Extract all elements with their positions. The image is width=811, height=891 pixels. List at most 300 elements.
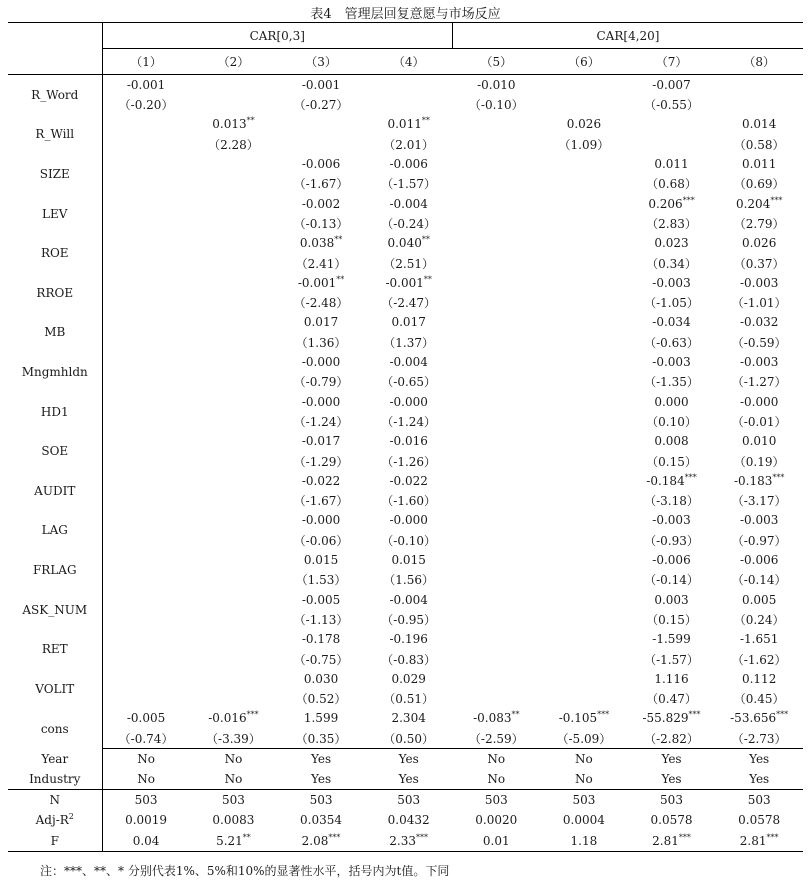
t-stat-cell: （-1.29） — [293, 454, 349, 469]
cell-value: 0.206 — [648, 196, 683, 211]
t-stat-cell — [102, 530, 190, 550]
coef-cell — [540, 709, 628, 729]
cell-value: 2.08 — [301, 833, 329, 848]
coef-row — [8, 313, 803, 333]
coef-cell — [540, 629, 628, 649]
stat-cell — [365, 810, 453, 831]
coef-cell — [452, 709, 540, 729]
t-stat-cell: （-0.75） — [293, 652, 349, 667]
t-stat-cell: （-2.48） — [293, 296, 349, 311]
coef-cell — [365, 629, 453, 649]
cell-value: -0.007 — [652, 77, 691, 92]
coef-cell — [365, 550, 453, 570]
stat-label — [8, 810, 102, 831]
t-stat-cell: （-2.59） — [452, 728, 540, 748]
cell-value: -0.022 — [301, 473, 341, 488]
coef-cell — [715, 550, 803, 570]
t-stat-cell: （1.56） — [383, 573, 435, 588]
t-stat-cell — [277, 134, 365, 154]
t-stat-row — [8, 134, 803, 154]
cell-value: 0.0019 — [125, 813, 168, 828]
coef-cell — [102, 590, 190, 610]
cell-value: 503 — [221, 792, 245, 807]
stat-cell — [715, 831, 803, 852]
coef-cell — [715, 313, 803, 333]
t-stat-cell — [102, 649, 190, 669]
coef-cell — [365, 471, 453, 491]
variable-label: FRLAG — [8, 550, 102, 590]
cell-value: -0.004 — [389, 355, 428, 370]
t-stat-cell — [540, 689, 628, 709]
stat-cell — [452, 810, 540, 831]
cell-value: -0.005 — [301, 592, 341, 607]
coef-cell — [540, 471, 628, 491]
coef-cell — [190, 273, 278, 293]
coef-cell — [452, 590, 540, 610]
coef-cell — [452, 352, 540, 372]
coef-cell — [628, 233, 716, 253]
cell-value: -0.004 — [389, 592, 428, 607]
cell-value: -0.003 — [652, 513, 691, 528]
coef-cell — [190, 590, 278, 610]
t-stat-cell: （-1.67） — [293, 177, 349, 192]
cell-value: 2.81 — [652, 833, 679, 848]
coef-cell — [102, 511, 190, 531]
stat-cell — [102, 810, 190, 831]
coef-cell — [102, 392, 190, 412]
coef-cell — [715, 709, 803, 729]
stat-cell — [452, 789, 540, 810]
significance-stars: ** — [421, 235, 430, 245]
coef-cell — [452, 273, 540, 293]
t-stat-cell — [452, 134, 540, 154]
cell-value: -0.003 — [652, 275, 691, 290]
control-cell: Yes — [365, 769, 453, 789]
cell-value: -0.105 — [558, 711, 598, 726]
variable-label: MB — [8, 313, 102, 353]
stat-cell — [277, 810, 365, 831]
t-stat-cell — [452, 689, 540, 709]
stat-cell — [628, 810, 716, 831]
coef-cell — [277, 590, 365, 610]
cell-value: -1.599 — [652, 632, 691, 647]
t-stat-cell: （-1.35） — [644, 375, 699, 390]
t-stat-cell — [540, 570, 628, 590]
control-cell: Yes — [749, 751, 770, 766]
stat-cell — [452, 831, 540, 852]
cell-value: -0.002 — [301, 196, 341, 211]
t-stat-cell: （-3.39） — [190, 728, 278, 748]
control-cell: No — [575, 751, 593, 766]
cell-value: -0.000 — [301, 513, 341, 528]
variable-label: VOLIT — [8, 669, 102, 709]
cell-value: -0.003 — [739, 513, 779, 528]
stat-cell — [715, 789, 803, 810]
cell-value: 503 — [660, 792, 683, 807]
cell-value: -55.829 — [642, 711, 689, 726]
coef-cell — [628, 273, 716, 293]
coef-row — [8, 590, 803, 610]
coef-cell — [628, 669, 716, 689]
significance-stars: ** — [336, 274, 345, 284]
cell-value: -0.006 — [739, 553, 779, 568]
t-stat-cell: （-1.05） — [644, 296, 699, 311]
t-stat-cell — [190, 214, 278, 234]
coef-cell — [540, 194, 628, 214]
coef-cell — [190, 471, 278, 491]
t-stat-cell — [190, 95, 278, 115]
cell-value: 0.014 — [741, 117, 777, 132]
stat-row — [8, 810, 803, 831]
cell-value: 503 — [484, 792, 508, 807]
coef-cell — [628, 629, 716, 649]
header-group-car-4-20: CAR[4,20] — [452, 23, 803, 49]
cell-value: -0.004 — [389, 196, 428, 211]
significance-stars: *** — [684, 472, 697, 482]
coef-cell — [540, 431, 628, 451]
t-stat-cell — [452, 293, 540, 313]
t-stat-row — [8, 372, 803, 392]
coef-cell — [102, 709, 190, 729]
t-stat-cell: （0.68） — [646, 177, 697, 192]
t-stat-cell: （1.09） — [558, 137, 610, 152]
cell-value: 1.599 — [303, 711, 339, 726]
t-stat-cell: （2.83） — [646, 216, 697, 231]
t-stat-cell — [540, 174, 628, 194]
cell-value: 0.204 — [735, 196, 771, 211]
coef-cell — [190, 75, 278, 95]
significance-stars: *** — [416, 832, 429, 842]
stat-cell — [628, 789, 716, 810]
control-cell: No — [190, 769, 278, 789]
coef-cell — [277, 471, 365, 491]
t-stat-row — [8, 570, 803, 590]
coef-cell — [102, 550, 190, 570]
column-header: （3） — [277, 49, 365, 75]
t-stat-cell — [190, 332, 278, 352]
t-stat-cell — [452, 174, 540, 194]
stat-cell — [190, 810, 278, 831]
t-stat-cell: （-1.24） — [293, 414, 349, 429]
t-stat-row — [8, 412, 803, 432]
significance-stars: *** — [776, 710, 789, 720]
t-stat-cell — [540, 412, 628, 432]
t-stat-cell — [452, 214, 540, 234]
coef-cell — [452, 115, 540, 135]
coef-cell — [190, 194, 278, 214]
coef-cell — [628, 75, 716, 95]
t-stat-cell: （1.37） — [383, 335, 435, 350]
coef-cell — [452, 154, 540, 174]
t-stat-cell: （-0.65） — [381, 375, 437, 390]
cell-value: 0.011 — [654, 157, 689, 172]
t-stat-cell — [190, 412, 278, 432]
cell-value: -0.001 — [301, 77, 341, 92]
coef-cell — [365, 709, 453, 729]
coef-cell — [190, 313, 278, 333]
t-stat-cell: （0.58） — [733, 137, 785, 152]
cell-value: 2.33 — [389, 833, 417, 848]
t-stat-cell: （2.28） — [208, 137, 259, 152]
coef-cell — [452, 511, 540, 531]
coef-cell — [540, 154, 628, 174]
cell-value: 0.026 — [741, 236, 777, 251]
significance-stars: ** — [423, 274, 432, 284]
coef-row — [8, 352, 803, 372]
stat-label-text: N — [49, 792, 60, 807]
coef-cell — [715, 471, 803, 491]
coef-cell — [365, 313, 453, 333]
coef-cell — [102, 75, 190, 95]
t-stat-cell: （-0.59） — [731, 335, 787, 350]
coef-cell — [452, 471, 540, 491]
coef-cell — [102, 669, 190, 689]
coef-cell — [277, 629, 365, 649]
t-stat-cell: （0.10） — [646, 414, 697, 429]
coef-row — [8, 471, 803, 491]
coef-cell — [540, 352, 628, 372]
control-cell: No — [224, 751, 243, 766]
coef-cell — [628, 115, 716, 135]
t-stat-cell: （-0.13） — [293, 216, 349, 231]
coef-row — [8, 669, 803, 689]
cell-value: 0.003 — [654, 592, 689, 607]
coef-cell — [102, 233, 190, 253]
cell-value: -0.006 — [652, 553, 691, 568]
cell-value: 0.017 — [391, 315, 426, 330]
variable-label: RROE — [8, 273, 102, 313]
t-stat-cell — [190, 491, 278, 511]
t-stat-cell — [102, 570, 190, 590]
variable-label: R_Will — [8, 115, 102, 155]
control-cell: Yes — [661, 751, 682, 766]
t-stat-cell — [452, 610, 540, 630]
t-stat-cell: （1.36） — [295, 335, 347, 350]
t-stat-cell: （-2.73） — [715, 728, 803, 748]
coef-cell — [102, 431, 190, 451]
t-stat-cell: （-0.14） — [731, 573, 787, 588]
coef-cell — [715, 431, 803, 451]
cell-value: 0.040 — [387, 236, 422, 251]
t-stat-cell: （-0.95） — [381, 612, 437, 627]
control-cell: Yes — [715, 769, 803, 789]
coef-cell — [190, 154, 278, 174]
t-stat-cell: （0.37） — [733, 256, 785, 271]
t-stat-cell — [102, 293, 190, 313]
coef-cell — [715, 352, 803, 372]
cell-value: 0.023 — [654, 236, 689, 251]
t-stat-row — [8, 253, 803, 273]
column-header: （6） — [540, 49, 628, 75]
coef-cell — [540, 273, 628, 293]
cell-value: -0.001 — [297, 275, 337, 290]
t-stat-cell: （0.51） — [383, 692, 435, 707]
t-stat-cell: （-0.20） — [118, 98, 174, 113]
header-stub — [8, 23, 102, 75]
cell-value: 0.04 — [132, 833, 160, 848]
cell-value: 0.0578 — [650, 813, 693, 828]
t-stat-cell — [190, 649, 278, 669]
coef-cell — [277, 709, 365, 729]
significance-stars: *** — [766, 832, 779, 842]
control-cell: Yes — [310, 751, 332, 766]
coef-cell — [628, 709, 716, 729]
variable-label: LEV — [8, 194, 102, 234]
coef-cell — [365, 590, 453, 610]
t-stat-cell — [452, 412, 540, 432]
significance-stars: *** — [688, 710, 701, 720]
t-stat-cell: （-1.57） — [644, 652, 699, 667]
coef-row — [8, 154, 803, 174]
cell-value: -0.016 — [389, 434, 428, 449]
coef-cell — [540, 590, 628, 610]
cell-value: 503 — [134, 792, 158, 807]
t-stat-row — [8, 530, 803, 550]
t-stat-cell: （0.50） — [365, 728, 453, 748]
t-stat-cell — [190, 530, 278, 550]
t-stat-cell: （0.69） — [733, 177, 785, 192]
t-stat-row — [8, 332, 803, 352]
t-stat-cell: （-0.93） — [644, 533, 699, 548]
coef-cell — [540, 313, 628, 333]
coef-row — [8, 511, 803, 531]
cell-value: 2.81 — [739, 833, 767, 848]
cell-value: 503 — [572, 792, 596, 807]
coef-cell — [628, 352, 716, 372]
coef-cell — [452, 431, 540, 451]
coef-cell — [190, 233, 278, 253]
coef-cell — [715, 590, 803, 610]
t-stat-cell: （0.24） — [733, 612, 785, 627]
coef-row — [8, 115, 803, 135]
cell-value: 0.015 — [391, 553, 426, 568]
significance-stars: ** — [334, 235, 343, 245]
t-stat-row — [8, 649, 803, 669]
coef-row — [8, 194, 803, 214]
stat-cell — [277, 831, 365, 852]
coef-cell — [452, 550, 540, 570]
t-stat-row — [8, 174, 803, 194]
t-stat-cell — [102, 332, 190, 352]
stat-label — [8, 831, 102, 852]
t-stat-cell — [452, 451, 540, 471]
t-stat-cell: （2.41） — [295, 256, 347, 271]
t-stat-cell: （-0.14） — [644, 573, 699, 588]
table-header — [8, 23, 803, 75]
cell-value: 0.013 — [212, 117, 247, 132]
stat-cell — [277, 789, 365, 810]
t-stat-cell: （0.47） — [646, 692, 697, 707]
cell-value: 0.008 — [654, 434, 689, 449]
t-stat-cell: （2.51） — [383, 256, 435, 271]
coef-cell — [365, 75, 453, 95]
cell-value: 0.000 — [654, 394, 689, 409]
coef-cell — [277, 115, 365, 135]
coef-cell — [277, 392, 365, 412]
coef-cell — [102, 352, 190, 372]
coef-cell — [102, 154, 190, 174]
coef-cell — [102, 194, 190, 214]
t-stat-cell: （0.52） — [295, 692, 347, 707]
coef-cell — [628, 431, 716, 451]
coef-cell — [628, 511, 716, 531]
cell-value: -0.001 — [126, 77, 166, 92]
t-stat-cell — [540, 214, 628, 234]
t-stat-cell: （-0.74） — [102, 728, 190, 748]
coef-cell — [277, 550, 365, 570]
coef-cell — [190, 629, 278, 649]
t-stat-cell — [452, 530, 540, 550]
cell-value: 503 — [747, 792, 771, 807]
t-stat-cell — [452, 332, 540, 352]
column-header: （7） — [628, 49, 716, 75]
t-stat-row — [8, 728, 803, 748]
cell-value: 0.015 — [303, 553, 339, 568]
t-stat-cell — [540, 332, 628, 352]
t-stat-cell: （-0.27） — [293, 98, 349, 113]
t-stat-cell: （2.01） — [383, 137, 435, 152]
cell-value: 0.038 — [299, 236, 335, 251]
stat-label-sup: 2 — [68, 812, 74, 822]
cell-value: 5.21 — [216, 833, 243, 848]
coef-cell — [452, 313, 540, 333]
cell-value: -0.003 — [739, 275, 779, 290]
t-stat-cell — [102, 610, 190, 630]
t-stat-cell — [102, 253, 190, 273]
coef-cell — [628, 154, 716, 174]
variable-label: SIZE — [8, 154, 102, 194]
coef-row — [8, 431, 803, 451]
coef-cell — [715, 75, 803, 95]
t-stat-cell — [190, 451, 278, 471]
coef-cell — [452, 233, 540, 253]
stat-cell — [102, 789, 190, 810]
cell-value: 2.304 — [391, 711, 426, 726]
cell-value: 0.0020 — [475, 813, 518, 828]
variable-label: ASK_NUM — [8, 590, 102, 630]
t-stat-cell: （-1.13） — [293, 612, 349, 627]
t-stat-cell — [540, 610, 628, 630]
variable-label: Mngmhldn — [8, 352, 102, 392]
t-stat-row — [8, 451, 803, 471]
coef-cell — [365, 392, 453, 412]
cell-value: 0.112 — [741, 671, 777, 686]
stat-cell — [540, 831, 628, 852]
coef-cell — [277, 669, 365, 689]
coef-cell — [365, 154, 453, 174]
coef-cell — [628, 313, 716, 333]
t-stat-cell — [365, 95, 453, 115]
coef-cell — [715, 629, 803, 649]
t-stat-cell: （1.53） — [295, 573, 347, 588]
cell-value: 503 — [397, 792, 421, 807]
t-stat-row — [8, 610, 803, 630]
t-stat-cell — [452, 253, 540, 273]
variable-label: cons — [8, 709, 102, 749]
t-stat-cell: （-3.18） — [644, 494, 699, 509]
coef-row — [8, 550, 803, 570]
coef-cell — [190, 352, 278, 372]
t-stat-cell — [452, 649, 540, 669]
t-stat-cell: （-0.63） — [644, 335, 699, 350]
control-cell: No — [137, 751, 155, 766]
cell-value: 0.030 — [303, 671, 339, 686]
t-stat-cell — [102, 412, 190, 432]
t-stat-cell: （0.45） — [733, 692, 785, 707]
t-stat-cell: （-1.26） — [381, 454, 437, 469]
coef-cell — [277, 352, 365, 372]
column-header: （8） — [715, 49, 803, 75]
